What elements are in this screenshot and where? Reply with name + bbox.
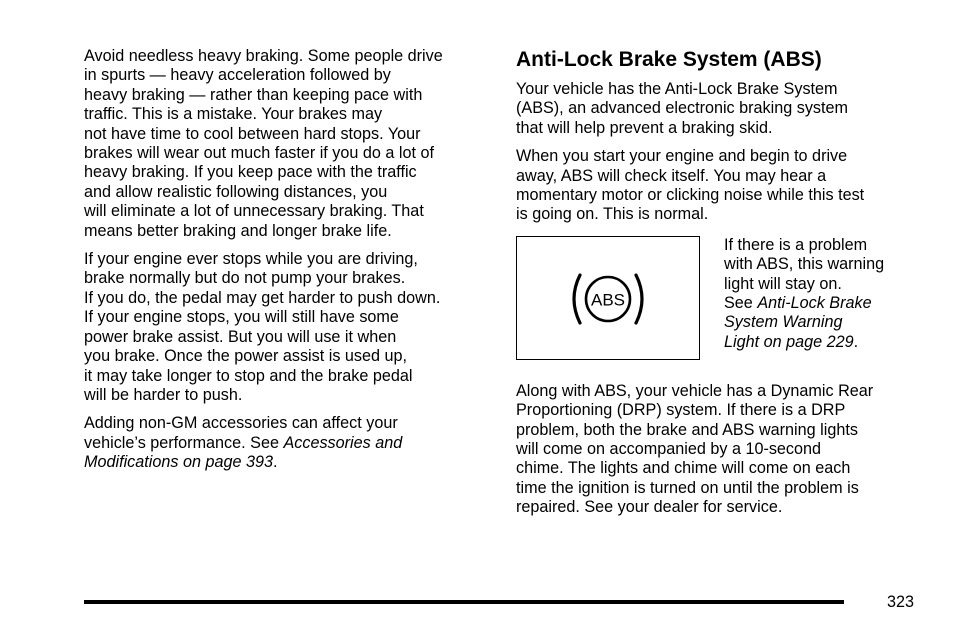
text-line: Proportioning (DRP) system. If there is a DRP — [516, 401, 846, 420]
text-line: will eliminate a lot of unnecessary braking. That — [84, 202, 424, 221]
text-line: If your engine ever stops while you are driving, — [84, 250, 418, 269]
paragraph-engine-stops — [84, 250, 484, 405]
cross-reference-accessories-cont[interactable]: Modifications on page 393 — [84, 453, 273, 472]
text-line: If your engine stops, you will still have some — [84, 308, 399, 327]
text-line: If there is a problem — [724, 235, 868, 254]
text-line: brakes will wear out much faster if you do a lot of — [84, 144, 434, 163]
cross-reference-abs-light[interactable]: Anti-Lock Brake — [757, 294, 872, 313]
text-line: Along with ABS, your vehicle has a Dynamic Rear — [516, 381, 874, 400]
paragraph-accessories — [84, 414, 484, 472]
text-line: not have time to cool between hard stops. Your — [84, 124, 421, 143]
paragraph-drp — [516, 382, 916, 518]
text-line: Avoid needless heavy braking. Some people drive — [84, 47, 443, 65]
footer-rule — [84, 600, 844, 604]
text-line: Adding non-GM accessories can affect your — [84, 414, 398, 433]
paragraph-heavy-braking — [84, 47, 484, 241]
text-line: is going on. This is normal. — [516, 205, 709, 224]
text-line: traffic. This is a mistake. Your brakes may — [84, 105, 383, 124]
text-line: with ABS, this warning — [724, 255, 885, 274]
abs-warning-icon — [570, 269, 646, 329]
text-fragment: See — [724, 294, 758, 313]
text-line: time the ignition is turned on until the problem is — [516, 478, 859, 497]
text-line: problem, both the brake and ABS warning lights — [516, 420, 858, 439]
text-line: and allow realistic following distances, you — [84, 182, 388, 201]
text-line: heavy braking. If you keep pace with the traffic — [84, 163, 417, 182]
text-line: means better braking and longer brake life. — [84, 221, 392, 240]
text-line: brake normally but do not pump your brakes. — [84, 269, 406, 288]
text-line — [724, 294, 924, 313]
text-line: heavy braking — rather than keeping pace with — [84, 85, 423, 104]
text-line: you brake. Once the power assist is used up, — [84, 347, 408, 366]
abs-icon-label: ABS — [590, 290, 626, 310]
text-line — [724, 333, 924, 352]
text-line: will be harder to push. — [84, 385, 243, 404]
section-heading: Anti-Lock Brake System (ABS) — [516, 48, 822, 71]
cross-reference-abs-light-cont[interactable]: Light on page 229 — [724, 332, 854, 351]
text-line: will come on accompanied by a 10-second — [516, 440, 822, 459]
text-line: light will stay on. — [724, 274, 842, 293]
text-line: (ABS), an advanced electronic braking system — [516, 99, 849, 118]
text-line: power brake assist. But you will use it when — [84, 327, 397, 346]
text-line — [84, 434, 484, 453]
abs-figure-row — [516, 236, 916, 382]
text-line: Your vehicle has the Anti-Lock Brake System — [516, 80, 838, 98]
text-line: chime. The lights and chime will come on each — [516, 459, 851, 478]
right-column — [516, 47, 916, 518]
text-line: momentary motor or clicking noise while this test — [516, 186, 865, 205]
abs-warning-light-figure — [516, 236, 700, 360]
cross-reference-accessories[interactable]: Accessories and — [283, 433, 403, 452]
text-line: in spurts — heavy acceleration followed by — [84, 66, 391, 85]
text-line: repaired. See your dealer for service. — [516, 498, 783, 517]
text-line: away, ABS will check itself. You may hear a — [516, 166, 827, 185]
text-line: it may take longer to stop and the brake pedal — [84, 366, 413, 385]
text-line — [84, 453, 484, 472]
paragraph-abs-check — [516, 147, 916, 225]
text-line: When you start your engine and begin to drive — [516, 147, 848, 166]
abs-figure-caption — [724, 236, 924, 352]
cross-reference-abs-light-cont[interactable]: System Warning — [724, 313, 843, 332]
text-fragment: . — [853, 332, 859, 351]
text-line: that will help prevent a braking skid. — [516, 118, 773, 137]
text-line: If you do, the pedal may get harder to push down. — [84, 288, 441, 307]
text-fragment: . — [273, 453, 278, 472]
paragraph-abs-intro — [516, 80, 916, 138]
page-number: 323 — [887, 593, 915, 611]
text-fragment: vehicle’s performance. See — [84, 433, 284, 452]
text-line — [724, 313, 924, 332]
left-column — [84, 47, 484, 473]
